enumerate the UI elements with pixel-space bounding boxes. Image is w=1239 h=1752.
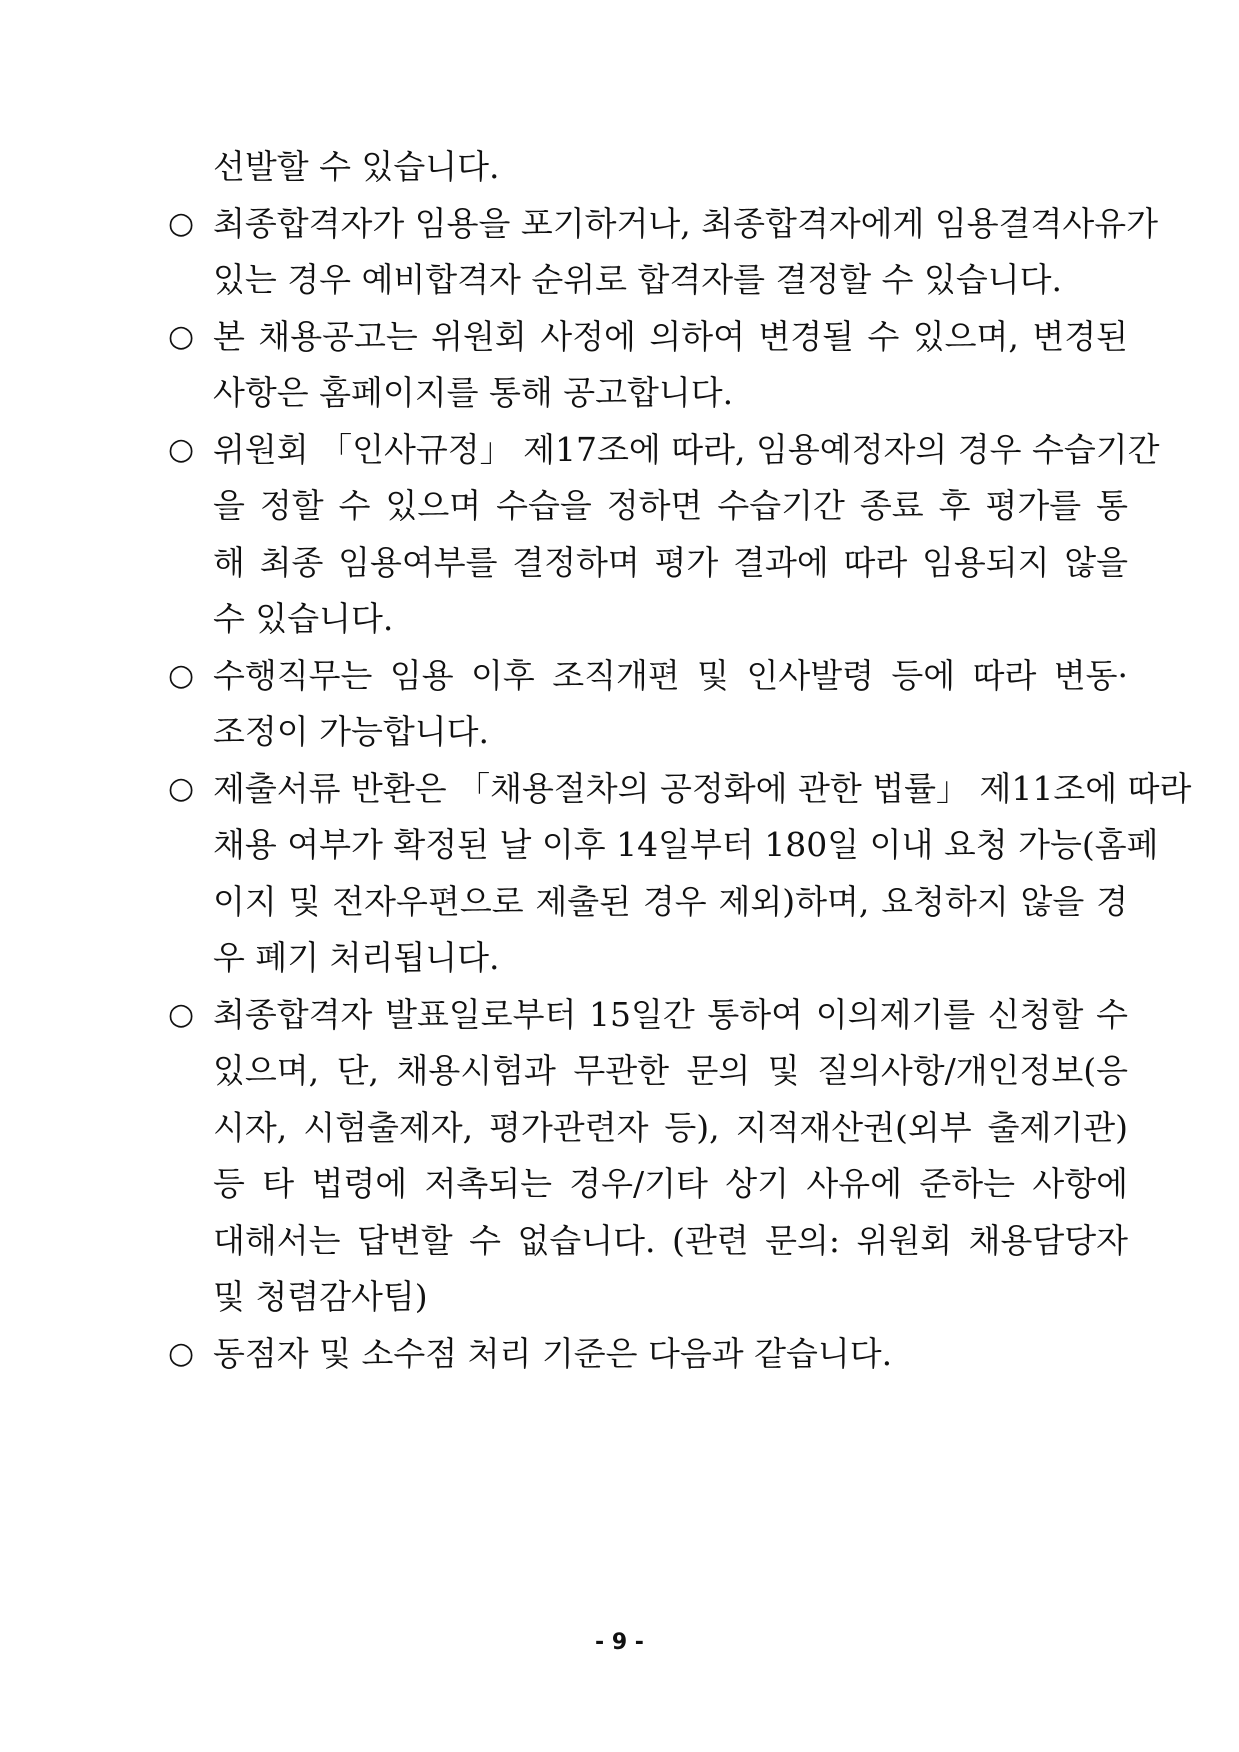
continued-paragraph — [213, 139, 1128, 196]
text-line: 을 정할 수 있으며 수습을 정하면 수습기간 종료 후 평가를 통 — [213, 486, 1128, 525]
bullet-item — [168, 422, 1160, 648]
document-body — [168, 139, 1192, 1382]
text-line: 우 폐기 처리됩니다. — [213, 938, 500, 977]
text-line: 제출서류 반환은 「채용절차의 공정화에 관한 법률」 제11조에 따라 — [213, 768, 1192, 808]
bullet-item — [168, 761, 1192, 987]
circle-bullet-icon: ○ — [168, 1335, 195, 1371]
circle-bullet-icon: ○ — [168, 431, 195, 467]
page-number: - 9 - — [595, 1630, 644, 1655]
text-line: 사항은 홈페이지를 통해 공고합니다. — [213, 373, 734, 412]
text-line: 대해서는 답변할 수 없습니다. (관련 문의: 위원회 채용담당자 — [213, 1220, 1128, 1260]
text-line: 최종합격자가 임용을 포기하거나, 최종합격자에게 임용결격사유가 — [213, 203, 1159, 243]
circle-bullet-icon: ○ — [168, 770, 195, 806]
bullet-item — [168, 309, 1128, 422]
text-line: 시자, 시험출제자, 평가관련자 등), 지적재산권(외부 출제기관) — [213, 1107, 1128, 1147]
text-line: 채용 여부가 확정된 날 이후 14일부터 180일 이내 요청 가능(홈페 — [213, 825, 1159, 864]
text-line: 해 최종 임용여부를 결정하며 평가 결과에 따라 임용되지 않을 — [213, 542, 1128, 582]
text-line: 수 있습니다. — [213, 599, 394, 638]
text-line: 동점자 및 소수점 처리 기준은 다음과 같습니다. — [213, 1333, 893, 1373]
text-line: 등 타 법령에 저촉되는 경우/기타 상기 사유에 준하는 사항에 — [213, 1164, 1128, 1203]
circle-bullet-icon: ○ — [168, 996, 195, 1032]
text-line: 있는 경우 예비합격자 순위로 합격자를 결정할 수 있습니다. — [213, 260, 1062, 299]
text-line: 이지 및 전자우편으로 제출된 경우 제외)하며, 요청하지 않을 경 — [213, 881, 1128, 921]
bullet-item — [168, 196, 1159, 309]
text-line: 본 채용공고는 위원회 사정에 의하여 변경될 수 있으며, 변경된 — [213, 316, 1128, 356]
bullet-item — [168, 648, 1128, 761]
text-line: 수행직무는 임용 이후 조직개편 및 인사발령 등에 따라 변동· — [213, 655, 1128, 695]
circle-bullet-icon: ○ — [168, 205, 195, 241]
circle-bullet-icon: ○ — [168, 657, 195, 693]
bullet-item — [168, 1326, 1128, 1383]
text-line: 선발할 수 있습니다. — [213, 147, 500, 186]
text-line: 있으며, 단, 채용시험과 무관한 문의 및 질의사항/개인정보(응 — [213, 1051, 1128, 1090]
text-line: 및 청렴감사팀) — [213, 1277, 428, 1316]
bullet-item — [168, 987, 1128, 1326]
text-line: 조정이 가능합니다. — [213, 712, 490, 751]
text-line: 위원회 「인사규정」 제17조에 따라, 임용예정자의 경우 수습기간 — [213, 429, 1160, 469]
circle-bullet-icon: ○ — [168, 318, 195, 354]
text-line: 최종합격자 발표일로부터 15일간 통하여 이의제기를 신청할 수 — [213, 994, 1128, 1034]
